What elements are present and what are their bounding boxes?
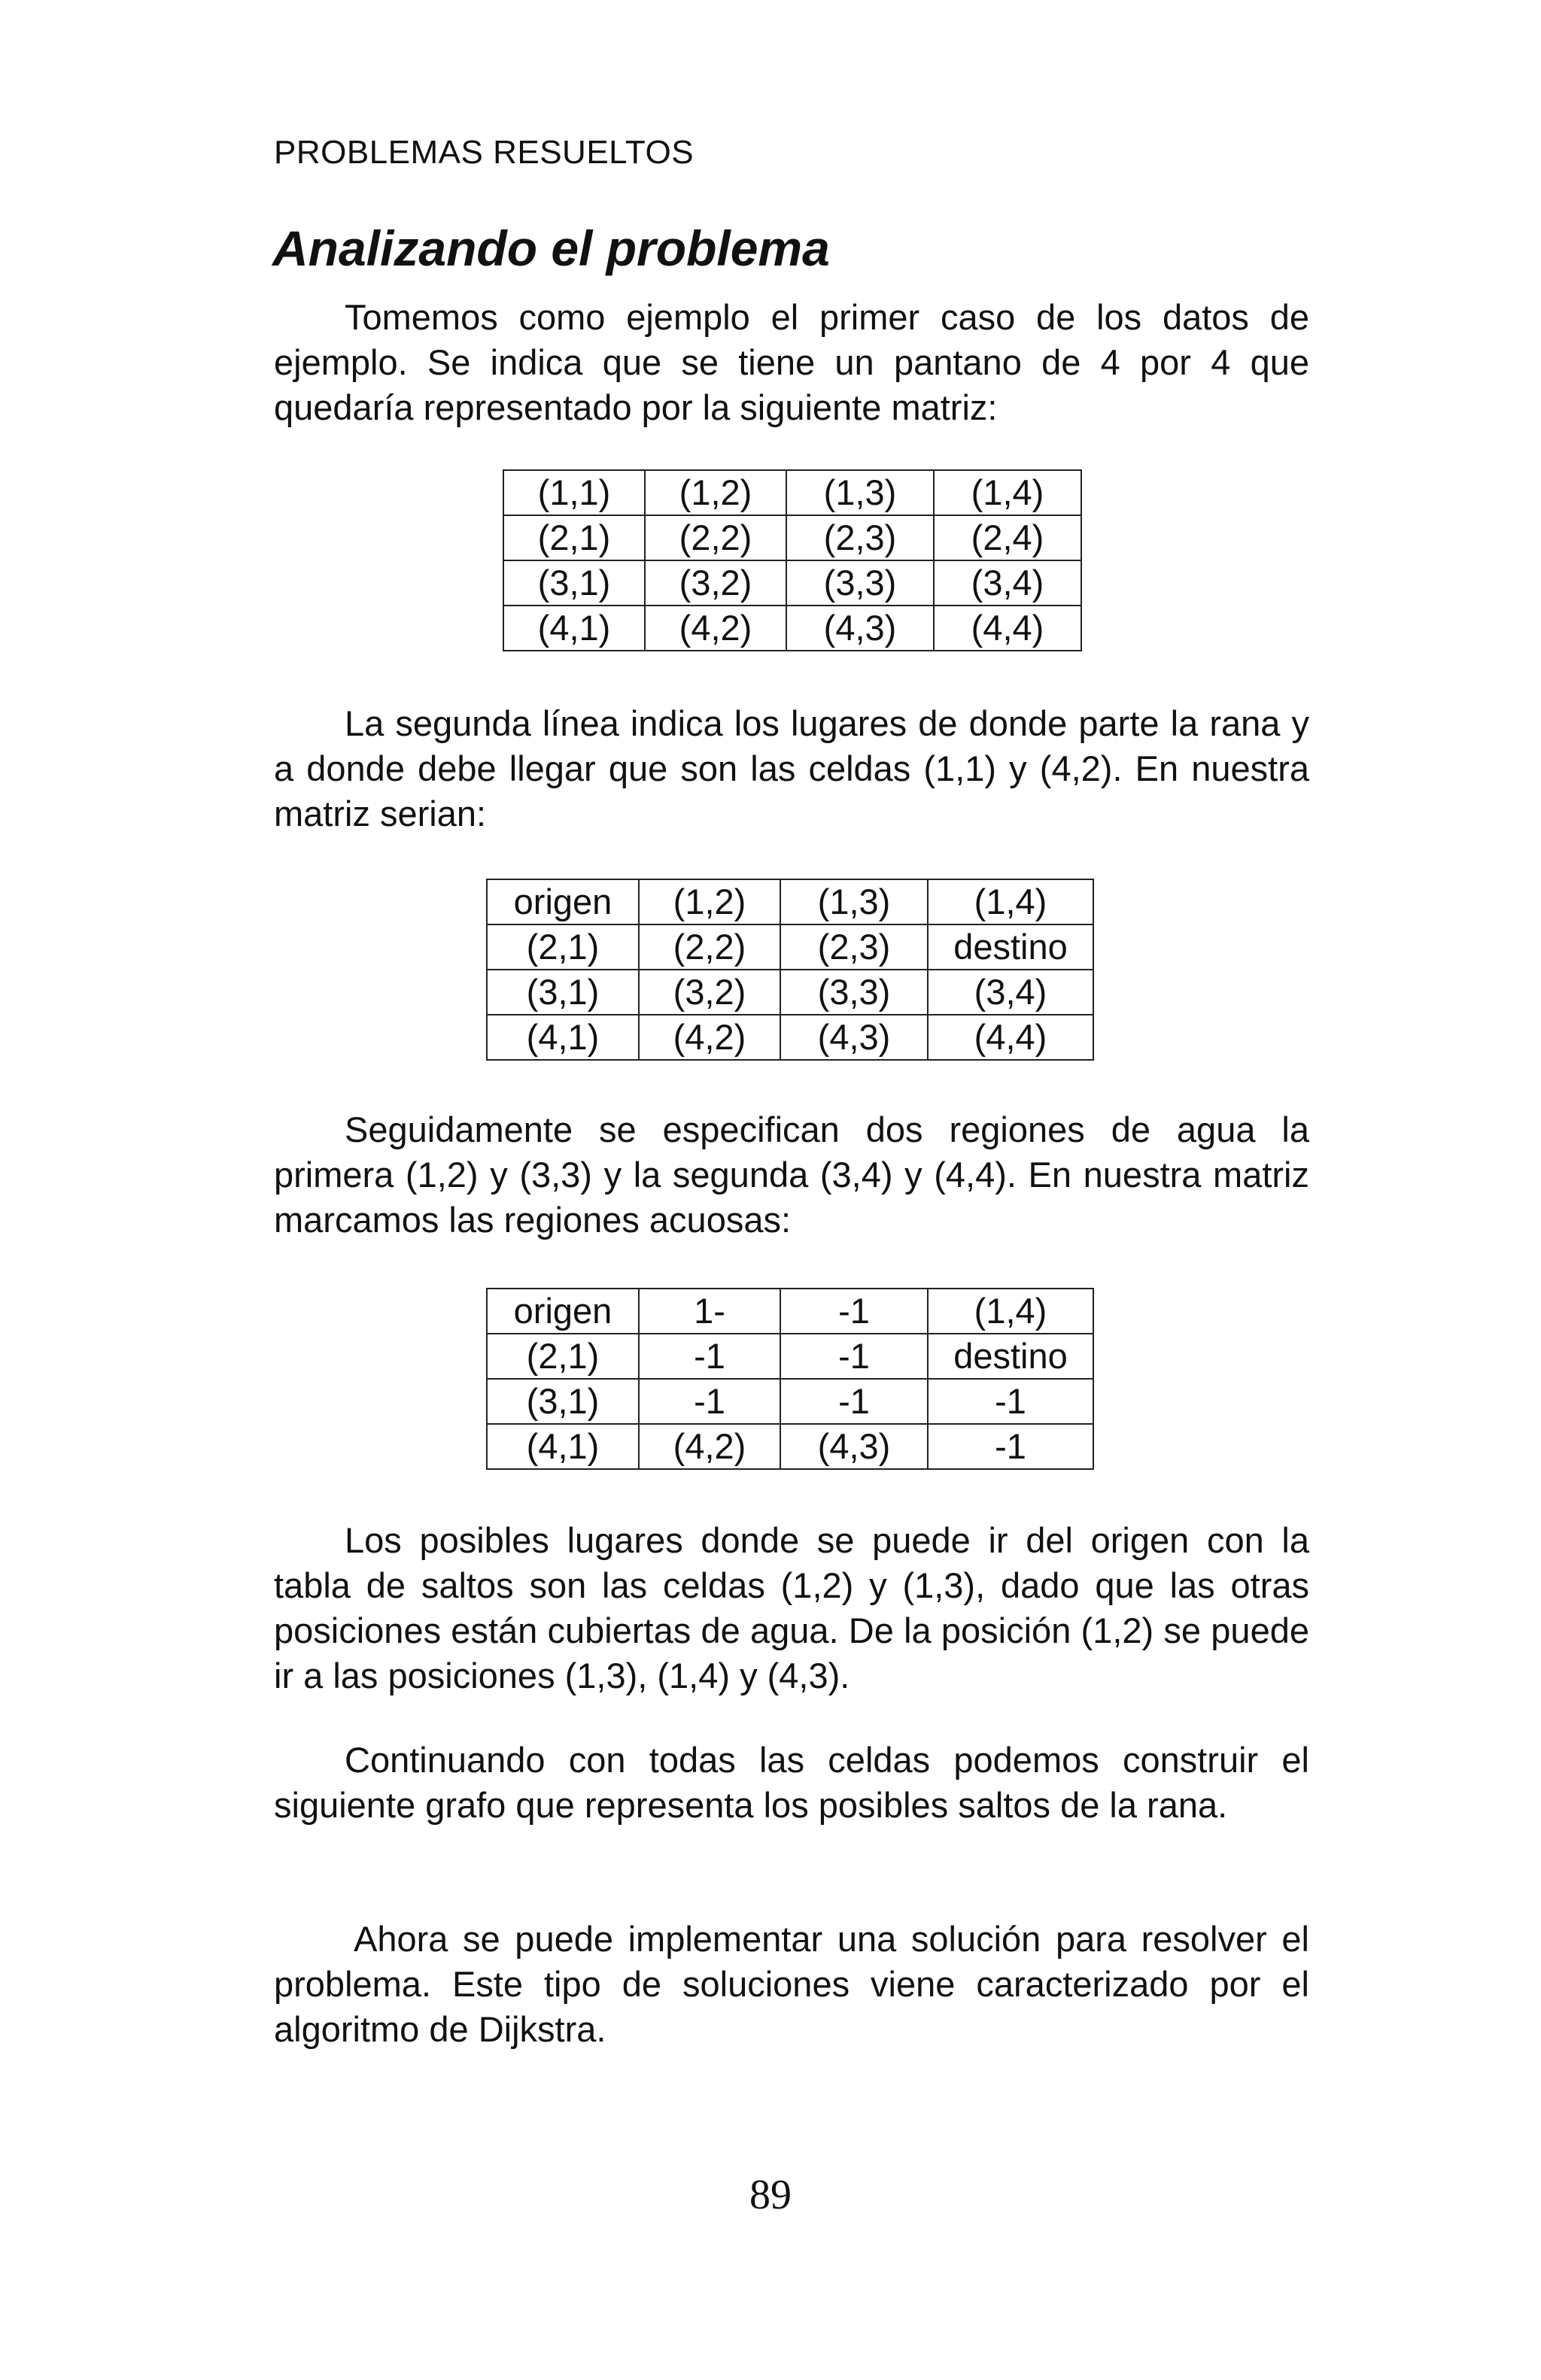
table-cell: (3,3) — [786, 560, 934, 606]
table-cell: (2,3) — [786, 515, 934, 560]
table-cell: -1 — [780, 1379, 928, 1424]
table-cell: 1- — [639, 1289, 780, 1334]
paragraph-3: Seguidamente se especifican dos regiones de agua la primera (1,2) y (3,3) y la segunda (3,4) y (4,4). En nuestra matriz marcamos las regiones acuosas: — [274, 1110, 1309, 1240]
table-cell: (1,2) — [645, 470, 786, 515]
table-cell: origen — [487, 1289, 639, 1334]
table-cell: (1,3) — [786, 470, 934, 515]
table-cell: (1,2) — [639, 879, 780, 924]
table-cell: (4,1) — [487, 1424, 639, 1469]
table-cell: (1,4) — [934, 470, 1081, 515]
table-cell: (1,3) — [780, 879, 928, 924]
table-cell: (3,2) — [639, 970, 780, 1015]
table-cell: (1,1) — [503, 470, 645, 515]
table-cell: (3,2) — [645, 560, 786, 606]
table-cell: (3,1) — [503, 560, 645, 606]
paragraph-5: Continuando con todas las celdas podemos construir el siguiente grafo que representa los posibles saltos de la rana. — [274, 1740, 1309, 1825]
section-title: Analizando el problema — [272, 220, 830, 276]
table-row — [487, 1015, 1093, 1060]
page-number: 89 — [749, 2172, 792, 2218]
table-row — [487, 1424, 1093, 1469]
table-cell: (4,3) — [786, 606, 934, 651]
paragraph-4: Los posibles lugares donde se puede ir del origen con la tabla de saltos son las celdas (1,2) y (1,3), dado que las otras posiciones están cubiertas de agua. De la posición (1,2) se puede ir a las posiciones (1,3), (1,4) y (4,3). — [274, 1520, 1309, 1695]
table-cell: -1 — [780, 1289, 928, 1334]
paragraph-6: Ahora se puede implementar una solución para resolver el problema. Este tipo de soluciones viene caracterizado por el algoritmo de Dijkstra. — [274, 1919, 1309, 2049]
table-cell: (2,3) — [780, 924, 928, 970]
matrix-table-1 — [503, 469, 1082, 651]
table-cell: (4,2) — [639, 1424, 780, 1469]
table-row — [487, 879, 1093, 924]
table-row — [487, 1379, 1093, 1424]
table-cell: (3,3) — [780, 970, 928, 1015]
table-cell: (4,3) — [780, 1424, 928, 1469]
table-cell: (1,4) — [928, 879, 1093, 924]
table-row — [503, 606, 1081, 651]
table-cell: (4,1) — [503, 606, 645, 651]
table-cell: (2,1) — [503, 515, 645, 560]
table-cell: destino — [928, 924, 1093, 970]
table-cell: (4,2) — [645, 606, 786, 651]
table-cell: (4,1) — [487, 1015, 639, 1060]
matrix-table-2 — [486, 879, 1094, 1061]
table-cell: (4,2) — [639, 1015, 780, 1060]
table-cell: (4,3) — [780, 1015, 928, 1060]
table-row — [487, 924, 1093, 970]
table-cell: (2,1) — [487, 1334, 639, 1379]
running-header: PROBLEMAS RESUELTOS — [274, 134, 695, 171]
table-cell: (2,2) — [639, 924, 780, 970]
table-row — [503, 515, 1081, 560]
paragraph-2: La segunda línea indica los lugares de donde parte la rana y a donde debe llegar que son las celdas (1,1) y (4,2). En nuestra matriz serian: — [274, 703, 1309, 833]
table-cell: -1 — [639, 1334, 780, 1379]
table-cell: (3,4) — [928, 970, 1093, 1015]
table-cell: (4,4) — [928, 1015, 1093, 1060]
table-cell: (3,4) — [934, 560, 1081, 606]
table-cell: -1 — [928, 1379, 1093, 1424]
table-row — [503, 560, 1081, 606]
table-cell: (2,4) — [934, 515, 1081, 560]
table-row — [487, 970, 1093, 1015]
table-row — [503, 470, 1081, 515]
table-cell: (3,1) — [487, 1379, 639, 1424]
table-cell: destino — [928, 1334, 1093, 1379]
table-cell: (4,4) — [934, 606, 1081, 651]
table-cell: -1 — [780, 1334, 928, 1379]
table-row — [487, 1289, 1093, 1334]
table-cell: (2,2) — [645, 515, 786, 560]
matrix-table-3 — [486, 1288, 1094, 1470]
table-cell: -1 — [928, 1424, 1093, 1469]
table-row — [487, 1334, 1093, 1379]
table-cell: origen — [487, 879, 639, 924]
table-cell: (3,1) — [487, 970, 639, 1015]
table-cell: -1 — [639, 1379, 780, 1424]
paragraph-1: Tomemos como ejemplo el primer caso de los datos de ejemplo. Se indica que se tiene un pantano de 4 por 4 que quedaría representado por la siguiente matriz: — [274, 297, 1309, 427]
table-cell: (1,4) — [928, 1289, 1093, 1334]
table-cell: (2,1) — [487, 924, 639, 970]
